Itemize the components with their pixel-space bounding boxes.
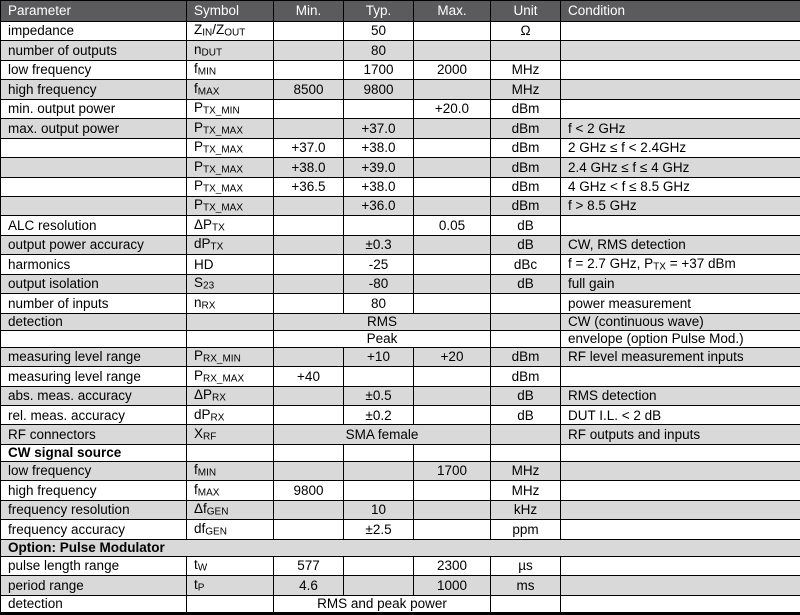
condition-cell: 2 GHz ≤ f < 2.4GHz: [561, 138, 800, 157]
typ-cell: [344, 576, 414, 595]
min-cell: [274, 444, 344, 461]
min-cell: [274, 60, 344, 79]
subscript: TX_MIN: [203, 105, 240, 117]
param-cell: [1, 158, 187, 177]
unit-cell: kHz: [491, 500, 561, 519]
condition-cell: RF outputs and inputs: [561, 425, 800, 444]
condition-cell: [561, 80, 800, 99]
min-cell: +40: [274, 367, 344, 386]
subscript: IN: [202, 27, 213, 39]
symbol-cell: ΔPRX: [187, 386, 274, 405]
subscript: RX: [210, 412, 225, 423]
min-cell: [274, 386, 344, 405]
table-row: [1, 255, 800, 274]
unit-cell: dBc: [491, 255, 561, 274]
table-row: [1, 138, 800, 157]
table-row: [1, 367, 800, 386]
max-cell: [414, 500, 491, 519]
condition-cell: envelope (option Pulse Mod.): [561, 330, 800, 347]
typ-cell: +10: [344, 347, 414, 366]
unit-cell: dBm: [491, 99, 561, 118]
subscript: RX_MAX: [203, 373, 245, 385]
param-cell: measuring level range: [1, 367, 187, 386]
condition-cell: 4 GHz < f ≤ 8.5 GHz: [561, 177, 800, 196]
table-row: [1, 80, 800, 99]
typ-cell: [344, 556, 414, 575]
unit-cell: µs: [491, 556, 561, 575]
condition-cell: [561, 481, 800, 500]
param-cell: max. output power: [1, 119, 187, 138]
max-cell: +20.0: [414, 99, 491, 118]
condition-cell: [561, 576, 800, 595]
param-cell: [1, 177, 187, 196]
min-cell: [274, 235, 344, 254]
subscript: RF: [203, 431, 217, 443]
table-row: [1, 294, 800, 313]
subscript: TX_MAX: [203, 202, 244, 214]
min-cell: [274, 22, 344, 41]
symbol-cell: fMIN: [187, 461, 274, 480]
param-cell: pulse length range: [1, 556, 187, 575]
min-cell: [274, 216, 344, 235]
subscript: TX_MAX: [203, 164, 244, 176]
merged-value-cell: SMA female: [274, 425, 491, 444]
param-cell: impedance: [1, 22, 187, 41]
header-row: [1, 1, 800, 22]
condition-cell: f < 2 GHz: [561, 119, 800, 138]
subscript: TX: [653, 261, 666, 273]
typ-cell: 80: [344, 294, 414, 313]
table-row: [1, 274, 800, 293]
table-row: [1, 60, 800, 79]
col-header-unit: Unit: [491, 1, 561, 22]
min-cell: [274, 119, 344, 138]
condition-cell: [561, 595, 800, 613]
condition-cell: RF level measurement inputs: [561, 347, 800, 366]
subscript: TX_MAX: [203, 183, 244, 195]
condition-cell: [561, 216, 800, 235]
unit-cell: ppm: [491, 520, 561, 539]
condition-cell: power measurement: [561, 294, 800, 313]
condition-cell: RMS detection: [561, 386, 800, 405]
condition-cell: [561, 461, 800, 480]
unit-cell: dB: [491, 216, 561, 235]
param-cell: detection: [1, 595, 187, 613]
typ-cell: [344, 481, 414, 500]
max-cell: 2300: [414, 556, 491, 575]
subscript: TX: [212, 222, 225, 234]
unit-cell: MHz: [491, 461, 561, 480]
min-cell: [274, 347, 344, 366]
typ-cell: +38.0: [344, 138, 414, 157]
max-cell: [414, 235, 491, 254]
symbol-cell: nRX: [187, 294, 274, 313]
min-cell: [274, 255, 344, 274]
typ-cell: [344, 444, 414, 461]
param-cell: rel. meas. accuracy: [1, 406, 187, 425]
table-row: [1, 22, 800, 41]
unit-cell: dBm: [491, 196, 561, 215]
typ-cell: [344, 99, 414, 118]
condition-cell: [561, 556, 800, 575]
subscript: MAX: [197, 86, 220, 98]
param-cell: [1, 196, 187, 215]
condition-cell: [561, 60, 800, 79]
condition-cell: [561, 41, 800, 60]
typ-cell: -25: [344, 255, 414, 274]
symbol-cell: dPTX: [187, 235, 274, 254]
typ-cell: ±0.5: [344, 386, 414, 405]
symbol-cell: fMAX: [187, 80, 274, 99]
subscript: OUT: [224, 27, 246, 39]
condition-cell: [561, 444, 800, 461]
max-cell: [414, 196, 491, 215]
col-header-parameter: Parameter: [1, 1, 187, 22]
min-cell: 577: [274, 556, 344, 575]
max-cell: 2000: [414, 60, 491, 79]
symbol-cell: fMAX: [187, 481, 274, 500]
unit-cell: [491, 425, 561, 444]
unit-cell: dB: [491, 386, 561, 405]
unit-cell: [491, 330, 561, 347]
condition-cell: DUT I.L. < 2 dB: [561, 406, 800, 425]
table-row: [1, 406, 800, 425]
max-cell: +20: [414, 347, 491, 366]
col-header-condition: Condition: [561, 1, 800, 22]
table-row: [1, 520, 800, 539]
min-cell: [274, 461, 344, 480]
typ-cell: +38.0: [344, 177, 414, 196]
subscript: P: [197, 582, 205, 594]
symbol-cell: [187, 595, 274, 613]
min-cell: [274, 274, 344, 293]
typ-cell: 1700: [344, 60, 414, 79]
table-row: [1, 347, 800, 366]
subscript: GEN: [205, 526, 227, 538]
table-row: [1, 425, 800, 444]
table-row: [1, 216, 800, 235]
unit-cell: dBm: [491, 138, 561, 157]
unit-cell: dBm: [491, 177, 561, 196]
max-cell: [414, 177, 491, 196]
table-row: [1, 576, 800, 595]
condition-cell: [561, 367, 800, 386]
param-cell: ALC resolution: [1, 216, 187, 235]
table-row: [1, 500, 800, 519]
max-cell: [414, 119, 491, 138]
param-cell: [1, 330, 187, 347]
symbol-cell: PTX_MAX: [187, 158, 274, 177]
param-cell: [1, 138, 187, 157]
min-cell: [274, 294, 344, 313]
unit-cell: MHz: [491, 60, 561, 79]
subscript: TX_MAX: [203, 125, 244, 137]
max-cell: [414, 481, 491, 500]
typ-cell: ±2.5: [344, 520, 414, 539]
typ-cell: [344, 216, 414, 235]
table-row: [1, 177, 800, 196]
symbol-cell: ΔPTX: [187, 216, 274, 235]
unit-cell: dBm: [491, 367, 561, 386]
min-cell: 8500: [274, 80, 344, 99]
symbol-cell: [187, 313, 274, 330]
symbol-cell: PRX_MAX: [187, 367, 274, 386]
param-cell: RF connectors: [1, 425, 187, 444]
table-row: [1, 119, 800, 138]
max-cell: [414, 22, 491, 41]
col-header-min: Min.: [274, 1, 344, 22]
merged-value-cell: RMS: [274, 313, 491, 330]
param-cell: high frequency: [1, 80, 187, 99]
param-cell: number of outputs: [1, 41, 187, 60]
min-cell: [274, 520, 344, 539]
condition-cell: full gain: [561, 274, 800, 293]
min-cell: [274, 41, 344, 60]
param-cell: measuring level range: [1, 347, 187, 366]
symbol-cell: [187, 444, 274, 461]
param-cell: number of inputs: [1, 294, 187, 313]
subscript: MIN: [197, 66, 217, 78]
symbol-cell: PRX_MIN: [187, 347, 274, 366]
max-cell: [414, 386, 491, 405]
table-row: [1, 461, 800, 480]
max-cell: [414, 520, 491, 539]
table-row: [1, 41, 800, 60]
subscript: RX_MIN: [203, 353, 241, 365]
param-cell: low frequency: [1, 461, 187, 480]
max-cell: [414, 41, 491, 60]
subscript: RX: [201, 300, 216, 312]
max-cell: 0.05: [414, 216, 491, 235]
table-row: [1, 158, 800, 177]
unit-cell: [491, 294, 561, 313]
col-header-max: Max.: [414, 1, 491, 22]
unit-cell: Ω: [491, 22, 561, 41]
subscript: MAX: [197, 487, 220, 499]
typ-cell: +36.0: [344, 196, 414, 215]
min-cell: +37.0: [274, 138, 344, 157]
symbol-cell: [187, 330, 274, 347]
symbol-cell: tP: [187, 576, 274, 595]
unit-cell: MHz: [491, 80, 561, 99]
typ-cell: 80: [344, 41, 414, 60]
unit-cell: MHz: [491, 481, 561, 500]
max-cell: [414, 444, 491, 461]
subscript: TX_MAX: [203, 144, 244, 156]
param-cell: harmonics: [1, 255, 187, 274]
table-row: [1, 556, 800, 575]
symbol-cell: PTX_MAX: [187, 177, 274, 196]
max-cell: [414, 80, 491, 99]
min-cell: [274, 406, 344, 425]
table-row: [1, 196, 800, 215]
typ-cell: ±0.2: [344, 406, 414, 425]
table-row: [1, 99, 800, 118]
unit-cell: dB: [491, 406, 561, 425]
symbol-cell: S23: [187, 274, 274, 293]
max-cell: [414, 255, 491, 274]
condition-cell: CW (continuous wave): [561, 313, 800, 330]
unit-cell: dB: [491, 274, 561, 293]
symbol-cell: ZIN/ZOUT: [187, 22, 274, 41]
param-cell: frequency resolution: [1, 500, 187, 519]
unit-cell: [491, 444, 561, 461]
symbol-cell: HD: [187, 255, 274, 274]
param-cell: low frequency: [1, 60, 187, 79]
merged-value-cell: Peak: [274, 330, 491, 347]
condition-cell: f > 8.5 GHz: [561, 196, 800, 215]
section-row: [1, 539, 800, 556]
table-row: [1, 481, 800, 500]
condition-cell: [561, 500, 800, 519]
section-row: [1, 444, 800, 461]
param-cell: period range: [1, 576, 187, 595]
param-cell: high frequency: [1, 481, 187, 500]
param-cell: min. output power: [1, 99, 187, 118]
table-row: [1, 595, 800, 613]
min-cell: +36.5: [274, 177, 344, 196]
min-cell: [274, 99, 344, 118]
min-cell: [274, 196, 344, 215]
subscript: W: [197, 562, 208, 574]
symbol-cell: dPRX: [187, 406, 274, 425]
unit-cell: [491, 595, 561, 613]
typ-cell: 50: [344, 22, 414, 41]
unit-cell: dB: [491, 235, 561, 254]
param-cell: frequency accuracy: [1, 520, 187, 539]
table-row: [1, 386, 800, 405]
spec-table-body: [1, 22, 800, 614]
max-cell: 1000: [414, 576, 491, 595]
max-cell: 1700: [414, 461, 491, 480]
param-cell: output power accuracy: [1, 235, 187, 254]
symbol-cell: nDUT: [187, 41, 274, 60]
unit-cell: ms: [491, 576, 561, 595]
max-cell: [414, 158, 491, 177]
condition-cell: CW, RMS detection: [561, 235, 800, 254]
table-row: [1, 313, 800, 330]
symbol-cell: PTX_MIN: [187, 99, 274, 118]
symbol-cell: ΔfGEN: [187, 500, 274, 519]
max-cell: [414, 367, 491, 386]
condition-cell: 2.4 GHz ≤ f ≤ 4 GHz: [561, 158, 800, 177]
typ-cell: 9800: [344, 80, 414, 99]
min-cell: 9800: [274, 481, 344, 500]
param-cell: output isolation: [1, 274, 187, 293]
typ-cell: [344, 461, 414, 480]
min-cell: +38.0: [274, 158, 344, 177]
max-cell: [414, 274, 491, 293]
max-cell: [414, 138, 491, 157]
min-cell: [274, 500, 344, 519]
subscript: DUT: [201, 47, 223, 59]
table-row: [1, 235, 800, 254]
symbol-cell: PTX_MAX: [187, 196, 274, 215]
col-header-symbol: Symbol: [187, 1, 274, 22]
unit-cell: dBm: [491, 119, 561, 138]
symbol-cell: fMIN: [187, 60, 274, 79]
typ-cell: 10: [344, 500, 414, 519]
param-cell: detection: [1, 313, 187, 330]
typ-cell: [344, 367, 414, 386]
subscript: GEN: [206, 506, 229, 518]
symbol-cell: PTX_MAX: [187, 119, 274, 138]
subscript: 23: [203, 280, 215, 292]
unit-cell: dBm: [491, 347, 561, 366]
symbol-cell: XRF: [187, 425, 274, 444]
typ-cell: ±0.3: [344, 235, 414, 254]
min-cell: 4.6: [274, 576, 344, 595]
unit-cell: [491, 41, 561, 60]
condition-cell: [561, 99, 800, 118]
col-header-typ: Typ.: [344, 1, 414, 22]
symbol-cell: tW: [187, 556, 274, 575]
unit-cell: [491, 313, 561, 330]
symbol-cell: dfGEN: [187, 520, 274, 539]
section-title-cell: CW signal source: [1, 444, 187, 461]
subscript: RX: [212, 392, 226, 404]
section-title-cell: Option: Pulse Modulator: [1, 539, 800, 556]
typ-cell: +39.0: [344, 158, 414, 177]
max-cell: [414, 294, 491, 313]
table-row: [1, 330, 800, 347]
subscript: TX: [210, 241, 224, 253]
typ-cell: -80: [344, 274, 414, 293]
max-cell: [414, 406, 491, 425]
merged-value-cell: RMS and peak power: [274, 595, 491, 613]
typ-cell: +37.0: [344, 119, 414, 138]
param-cell: abs. meas. accuracy: [1, 386, 187, 405]
unit-cell: dBm: [491, 158, 561, 177]
condition-cell: [561, 520, 800, 539]
condition-cell: [561, 22, 800, 41]
subscript: MIN: [197, 467, 217, 479]
condition-cell: f = 2.7 GHz, PTX = +37 dBm: [561, 255, 800, 274]
symbol-cell: PTX_MAX: [187, 138, 274, 157]
